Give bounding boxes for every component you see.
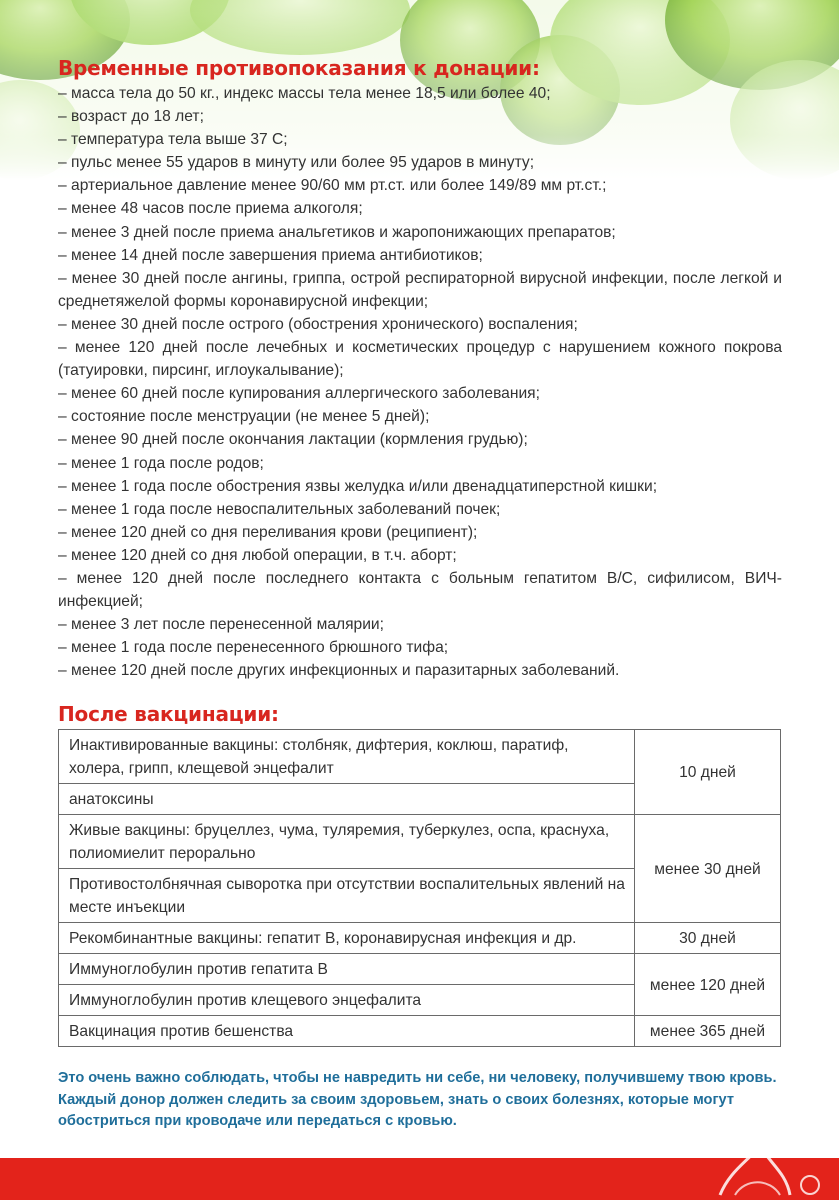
table-cell: Противостолбнячная сыворотка при отсутствии воспалительных явлений на месте инъекции xyxy=(59,869,635,923)
list-item: – температура тела выше 37 С; xyxy=(58,128,782,151)
list-item: – менее 1 года после перенесенного брюшного тифа; xyxy=(58,636,782,659)
donor-note: Это очень важно соблюдать, чтобы не навредить ни себе, ни человеку, получившему твою кровь. Каждый донор должен следить за своим здоровьем, знать о своих болезнях, которые могут обостриться при кроводаче или передаться с кровью. xyxy=(58,1070,777,1129)
list-item: – менее 30 дней после острого (обострения хронического) воспаления; xyxy=(58,313,782,336)
list-item: – менее 30 дней после ангины, гриппа, острой респираторной вирусной инфекции, после легкой и среднетяжелой формы коронавирусной инфекции; xyxy=(58,267,782,313)
list-item: – менее 120 дней после лечебных и косметических процедур с нарушением кожного покрова (татуировки, пирсинг, иглоукалывание); xyxy=(58,336,782,382)
table-row xyxy=(59,954,781,985)
table-row xyxy=(59,1016,781,1047)
duration-cell: менее 30 дней xyxy=(635,815,781,923)
duration-cell: менее 365 дней xyxy=(635,1016,781,1047)
list-item: – менее 3 дней после приема анальгетиков и жаропонижающих препаратов; xyxy=(58,221,782,244)
table-cell: Живые вакцины: бруцеллез, чума, туляремия, туберкулез, оспа, краснуха, полиомиелит перорально xyxy=(59,815,635,869)
blood-drop-logo-icon xyxy=(690,1140,830,1200)
duration-cell: 30 дней xyxy=(635,923,781,954)
list-item: – менее 120 дней со дня переливания крови (реципиент); xyxy=(58,521,782,544)
list-item: – менее 60 дней после купирования аллергического заболевания; xyxy=(58,382,782,405)
duration-cell: 10 дней xyxy=(635,730,781,815)
list-item: – менее 48 часов после приема алкоголя; xyxy=(58,197,782,220)
vaccination-title: После вакцинации: xyxy=(58,702,279,726)
table-cell: Иммуноглобулин против гепатита В xyxy=(59,954,635,985)
table-cell: анатоксины xyxy=(59,784,635,815)
table-cell: Вакцинация против бешенства xyxy=(59,1016,635,1047)
duration-cell: менее 120 дней xyxy=(635,954,781,1016)
list-item: – состояние после менструации (не менее 5 дней); xyxy=(58,405,782,428)
list-item: – менее 3 лет после перенесенной малярии; xyxy=(58,613,782,636)
list-item: – пульс менее 55 ударов в минуту или более 95 ударов в минуту; xyxy=(58,151,782,174)
list-item: – артериальное давление менее 90/60 мм рт.ст. или более 149/89 мм рт.ст.; xyxy=(58,174,782,197)
table-row xyxy=(59,815,781,869)
list-item: – менее 120 дней после последнего контакта с больным гепатитом В/С, сифилисом, ВИЧ-инфекцией; xyxy=(58,567,782,613)
list-item: – менее 120 дней со дня любой операции, в т.ч. аборт; xyxy=(58,544,782,567)
list-item: – менее 14 дней после завершения приема антибиотиков; xyxy=(58,244,782,267)
list-item: – возраст до 18 лет; xyxy=(58,105,782,128)
table-cell: Иммуноглобулин против клещевого энцефалита xyxy=(59,985,635,1016)
contraindications-title: Временные противопоказания к донации: xyxy=(58,56,540,80)
list-item: – менее 90 дней после окончания лактации (кормления грудью); xyxy=(58,428,782,451)
table-cell: Рекомбинантные вакцины: гепатит В, коронавирусная инфекция и др. xyxy=(59,923,635,954)
vaccination-table xyxy=(58,729,781,1047)
list-item: – менее 1 года после обострения язвы желудка и/или двенадцатиперстной кишки; xyxy=(58,475,782,498)
list-item: – менее 1 года после невоспалительных заболеваний почек; xyxy=(58,498,782,521)
contraindications-list xyxy=(58,82,782,682)
list-item: – менее 1 года после родов; xyxy=(58,452,782,475)
list-item: – менее 120 дней после других инфекционных и паразитарных заболеваний. xyxy=(58,659,782,682)
table-row xyxy=(59,730,781,784)
table-row xyxy=(59,923,781,954)
table-cell: Инактивированные вакцины: столбняк, дифтерия, коклюш, паратиф, холера, грипп, клещевой энцефалит xyxy=(59,730,635,784)
list-item: – масса тела до 50 кг., индекс массы тела менее 18,5 или более 40; xyxy=(58,82,782,105)
